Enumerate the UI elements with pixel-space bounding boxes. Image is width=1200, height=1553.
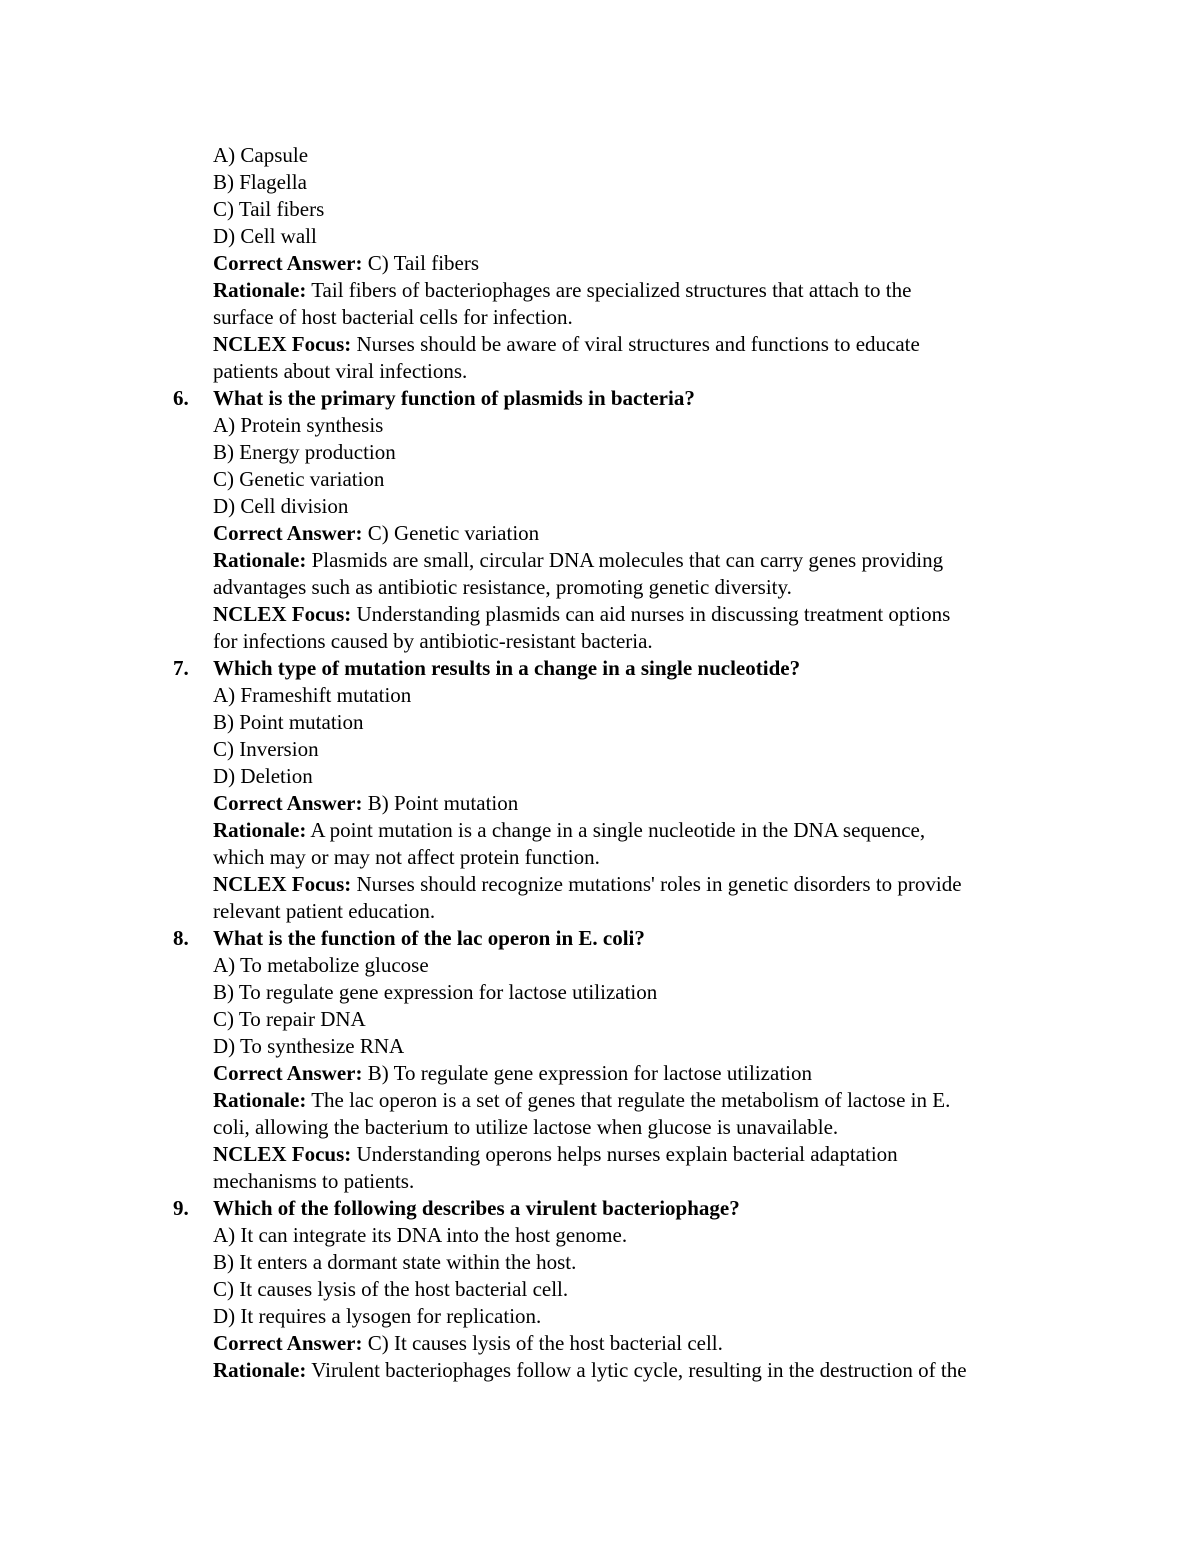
option-a: A) It can integrate its DNA into the host genome. bbox=[213, 1223, 628, 1247]
question-text: Which type of mutation results in a change in a single nucleotide? bbox=[213, 656, 801, 680]
rationale-label: Rationale: bbox=[213, 548, 307, 572]
option-b: B) It enters a dormant state within the host. bbox=[213, 1250, 577, 1274]
rationale-text: Plasmids are small, circular DNA molecules that can carry genes providing bbox=[306, 548, 944, 572]
nclex-text: Nurses should recognize mutations' roles in genetic disorders to provide bbox=[351, 872, 962, 896]
rationale-text: Virulent bacteriophages follow a lytic cycle, resulting in the destruction of the bbox=[306, 1358, 967, 1382]
nclex-continuation: for infections caused by antibiotic-resistant bacteria. bbox=[213, 629, 653, 653]
rationale bbox=[0, 277, 1200, 304]
question-9 bbox=[0, 1195, 1200, 1384]
question-number: 9. bbox=[173, 1196, 189, 1220]
option-d: D) It requires a lysogen for replication. bbox=[213, 1304, 542, 1328]
question-5-continued bbox=[0, 142, 1200, 385]
nclex-focus bbox=[0, 871, 1200, 898]
document-page bbox=[0, 142, 1200, 1384]
correct-answer-label: Correct Answer: bbox=[213, 521, 363, 545]
rationale-continuation: coli, allowing the bacterium to utilize lactose when glucose is unavailable. bbox=[213, 1115, 839, 1139]
question-text: What is the function of the lac operon in E. coli? bbox=[213, 926, 645, 950]
rationale bbox=[0, 1357, 1200, 1384]
correct-answer-text: C) Tail fibers bbox=[362, 251, 480, 275]
question-6 bbox=[0, 385, 1200, 655]
question-stem bbox=[0, 925, 1200, 952]
rationale bbox=[0, 1087, 1200, 1114]
question-number: 8. bbox=[173, 926, 189, 950]
question-number: 7. bbox=[173, 656, 189, 680]
question-stem bbox=[0, 385, 1200, 412]
rationale-continuation: surface of host bacterial cells for infection. bbox=[213, 305, 573, 329]
nclex-focus bbox=[0, 331, 1200, 358]
rationale bbox=[0, 817, 1200, 844]
rationale bbox=[0, 547, 1200, 574]
option-a: A) To metabolize glucose bbox=[213, 953, 429, 977]
nclex-label: NCLEX Focus: bbox=[213, 872, 352, 896]
option-a: A) Capsule bbox=[213, 143, 309, 167]
nclex-label: NCLEX Focus: bbox=[213, 602, 352, 626]
rationale-text: A point mutation is a change in a single nucleotide in the DNA sequence, bbox=[306, 818, 926, 842]
correct-answer-text: B) To regulate gene expression for lactose utilization bbox=[362, 1061, 812, 1085]
question-text: What is the primary function of plasmids in bacteria? bbox=[213, 386, 695, 410]
correct-answer bbox=[0, 520, 1200, 547]
rationale-continuation: advantages such as antibiotic resistance, promoting genetic diversity. bbox=[213, 575, 792, 599]
rationale-label: Rationale: bbox=[213, 278, 307, 302]
option-d: D) Cell wall bbox=[213, 224, 317, 248]
question-number: 6. bbox=[173, 386, 189, 410]
correct-answer bbox=[0, 790, 1200, 817]
option-d: D) Deletion bbox=[213, 764, 313, 788]
option-c: C) Inversion bbox=[213, 737, 319, 761]
option-d: D) Cell division bbox=[213, 494, 349, 518]
option-a: A) Protein synthesis bbox=[213, 413, 384, 437]
nclex-continuation: patients about viral infections. bbox=[213, 359, 468, 383]
correct-answer-label: Correct Answer: bbox=[213, 791, 363, 815]
question-stem bbox=[0, 1195, 1200, 1222]
option-d: D) To synthesize RNA bbox=[213, 1034, 405, 1058]
rationale-label: Rationale: bbox=[213, 1358, 307, 1382]
correct-answer bbox=[0, 250, 1200, 277]
option-b: B) Flagella bbox=[213, 170, 307, 194]
question-stem bbox=[0, 655, 1200, 682]
correct-answer-label: Correct Answer: bbox=[213, 1061, 363, 1085]
rationale-text: The lac operon is a set of genes that regulate the metabolism of lactose in E. bbox=[306, 1088, 951, 1112]
rationale-label: Rationale: bbox=[213, 1088, 307, 1112]
question-text: Which of the following describes a virulent bacteriophage? bbox=[213, 1196, 740, 1220]
correct-answer-label: Correct Answer: bbox=[213, 251, 363, 275]
option-b: B) Energy production bbox=[213, 440, 396, 464]
nclex-label: NCLEX Focus: bbox=[213, 332, 352, 356]
question-7 bbox=[0, 655, 1200, 925]
correct-answer-text: C) Genetic variation bbox=[362, 521, 540, 545]
nclex-focus bbox=[0, 1141, 1200, 1168]
correct-answer bbox=[0, 1060, 1200, 1087]
rationale-label: Rationale: bbox=[213, 818, 307, 842]
nclex-text: Understanding operons helps nurses explain bacterial adaptation bbox=[351, 1142, 898, 1166]
nclex-text: Understanding plasmids can aid nurses in discussing treatment options bbox=[351, 602, 951, 626]
option-c: C) To repair DNA bbox=[213, 1007, 366, 1031]
nclex-continuation: relevant patient education. bbox=[213, 899, 436, 923]
nclex-label: NCLEX Focus: bbox=[213, 1142, 352, 1166]
nclex-focus bbox=[0, 601, 1200, 628]
option-c: C) It causes lysis of the host bacterial cell. bbox=[213, 1277, 569, 1301]
correct-answer-label: Correct Answer: bbox=[213, 1331, 363, 1355]
option-b: B) To regulate gene expression for lactose utilization bbox=[213, 980, 658, 1004]
question-8 bbox=[0, 925, 1200, 1195]
correct-answer-text: B) Point mutation bbox=[362, 791, 519, 815]
option-a: A) Frameshift mutation bbox=[213, 683, 412, 707]
correct-answer-text: C) It causes lysis of the host bacterial cell. bbox=[362, 1331, 723, 1355]
option-b: B) Point mutation bbox=[213, 710, 364, 734]
rationale-text: Tail fibers of bacteriophages are specialized structures that attach to the bbox=[306, 278, 912, 302]
nclex-text: Nurses should be aware of viral structures and functions to educate bbox=[351, 332, 920, 356]
rationale-continuation: which may or may not affect protein function. bbox=[213, 845, 600, 869]
option-c: C) Genetic variation bbox=[213, 467, 385, 491]
correct-answer bbox=[0, 1330, 1200, 1357]
nclex-continuation: mechanisms to patients. bbox=[213, 1169, 415, 1193]
option-c: C) Tail fibers bbox=[213, 197, 325, 221]
